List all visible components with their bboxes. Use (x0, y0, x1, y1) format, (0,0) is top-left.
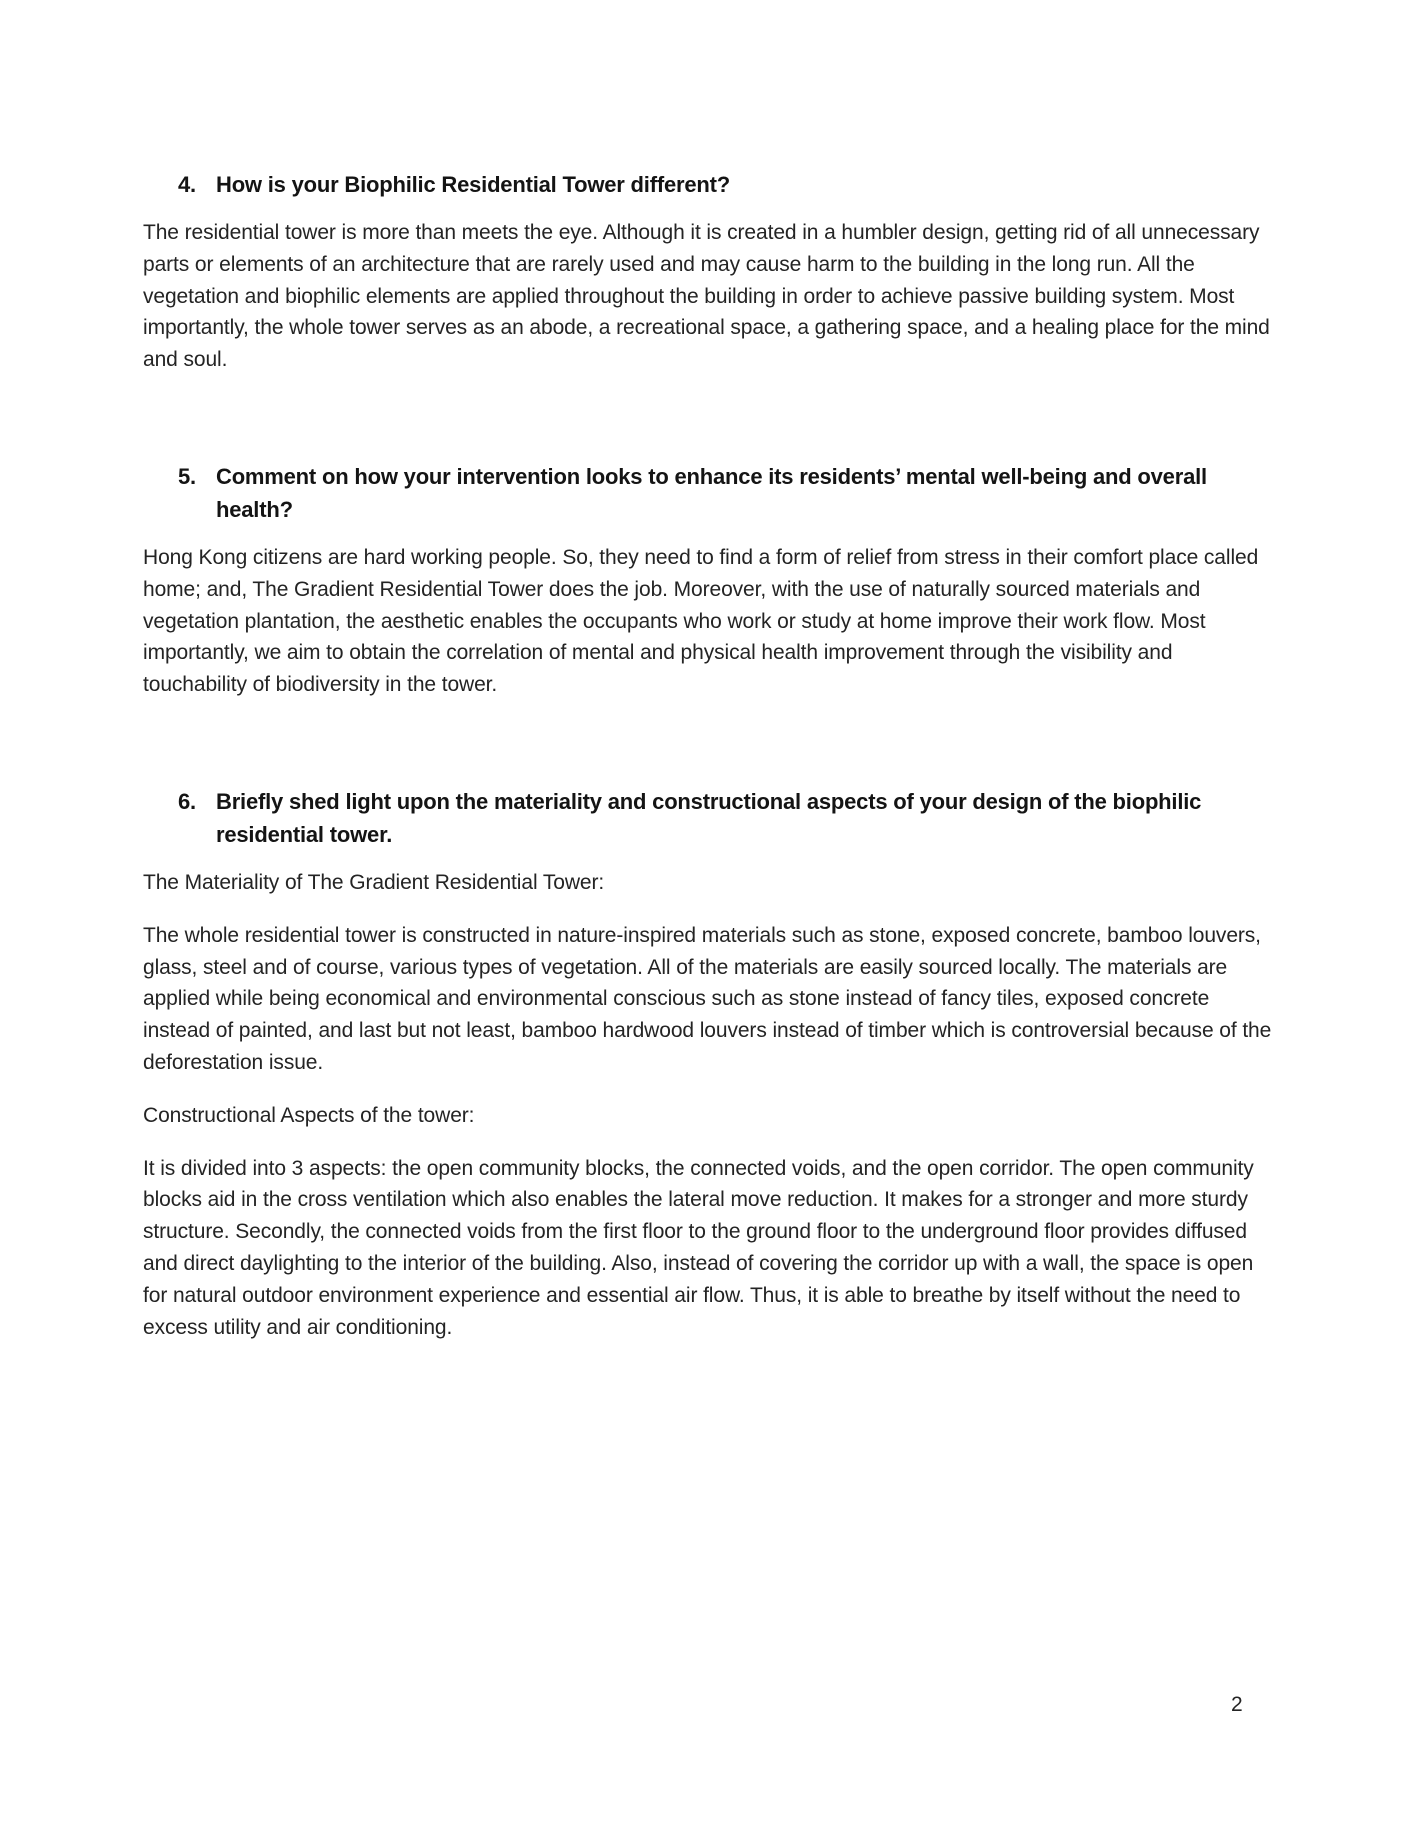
document-content (143, 0, 1279, 1343)
page-number: 2 (1231, 1693, 1243, 1716)
question-5-heading (178, 460, 1279, 526)
question-6-heading (178, 785, 1279, 851)
answer-5-paragraph: Hong Kong citizens are hard working people. So, they need to find a form of relief from stress in their comfort place called home; and, The Gradient Residential Tower does the job. Moreover, with the use of naturally sourced materials and vegetation plantation, the aesthetic enables the occupants who work or study at home improve their work flow. Most importantly, we aim to obtain the correlation of mental and physical health improvement through the visibility and touchability of biodiversity in the tower. (143, 545, 1259, 697)
section-question-4 (143, 168, 1279, 376)
question-4-text: How is your Biophilic Residential Tower different? (216, 172, 730, 197)
answer-6-constructional-label: Constructional Aspects of the tower: (143, 1103, 475, 1127)
answer-6-materiality-label: The Materiality of The Gradient Residential Tower: (143, 870, 605, 894)
section-question-5 (143, 460, 1279, 701)
question-6-number: 6. (178, 788, 196, 814)
question-5-text: Comment on how your intervention looks to enhance its residents’ mental well-being and overall health? (216, 463, 1207, 522)
question-5-number: 5. (178, 463, 196, 489)
answer-6-constructional-paragraph: It is divided into 3 aspects: the open community blocks, the connected voids, and the open corridor. The open community blocks aid in the cross ventilation which also enables the lateral move reduction. It makes for a stronger and more sturdy structure. Secondly, the connected voids from the first floor to the ground floor to the underground floor provides diffused and direct daylighting to the interior of the building. Also, instead of covering the corridor up with a wall, the space is open for natural outdoor environment experience and essential air flow. Thus, it is able to breathe by itself without the need to excess utility and air conditioning. (143, 1156, 1254, 1339)
question-4-number: 4. (178, 172, 196, 197)
question-4-heading (178, 168, 1279, 201)
answer-4-paragraph: The residential tower is more than meets the eye. Although it is created in a humbler design, getting rid of all unnecessary parts or elements of an architecture that are rarely used and may cause harm to the building in the long run. All the vegetation and biophilic elements are applied throughout the building in order to achieve passive building system. Most importantly, the whole tower serves as an abode, a recreational space, a gathering space, and a healing place for the mind and soul. (143, 221, 1270, 372)
section-question-6 (143, 785, 1279, 1343)
answer-6-materiality-paragraph: The whole residential tower is constructed in nature-inspired materials such as stone, exposed concrete, bamboo louvers, glass, steel and of course, various types of vegetation. All of the materials are easily sourced locally. The materials are applied while being economical and environmental conscious such as stone instead of fancy tiles, exposed concrete instead of painted, and last but not least, bamboo hardwood louvers instead of timber which is controversial because of the deforestation issue. (143, 923, 1272, 1074)
question-6-text: Briefly shed light upon the materiality and constructional aspects of your design of the biophilic residential tower. (216, 788, 1202, 847)
